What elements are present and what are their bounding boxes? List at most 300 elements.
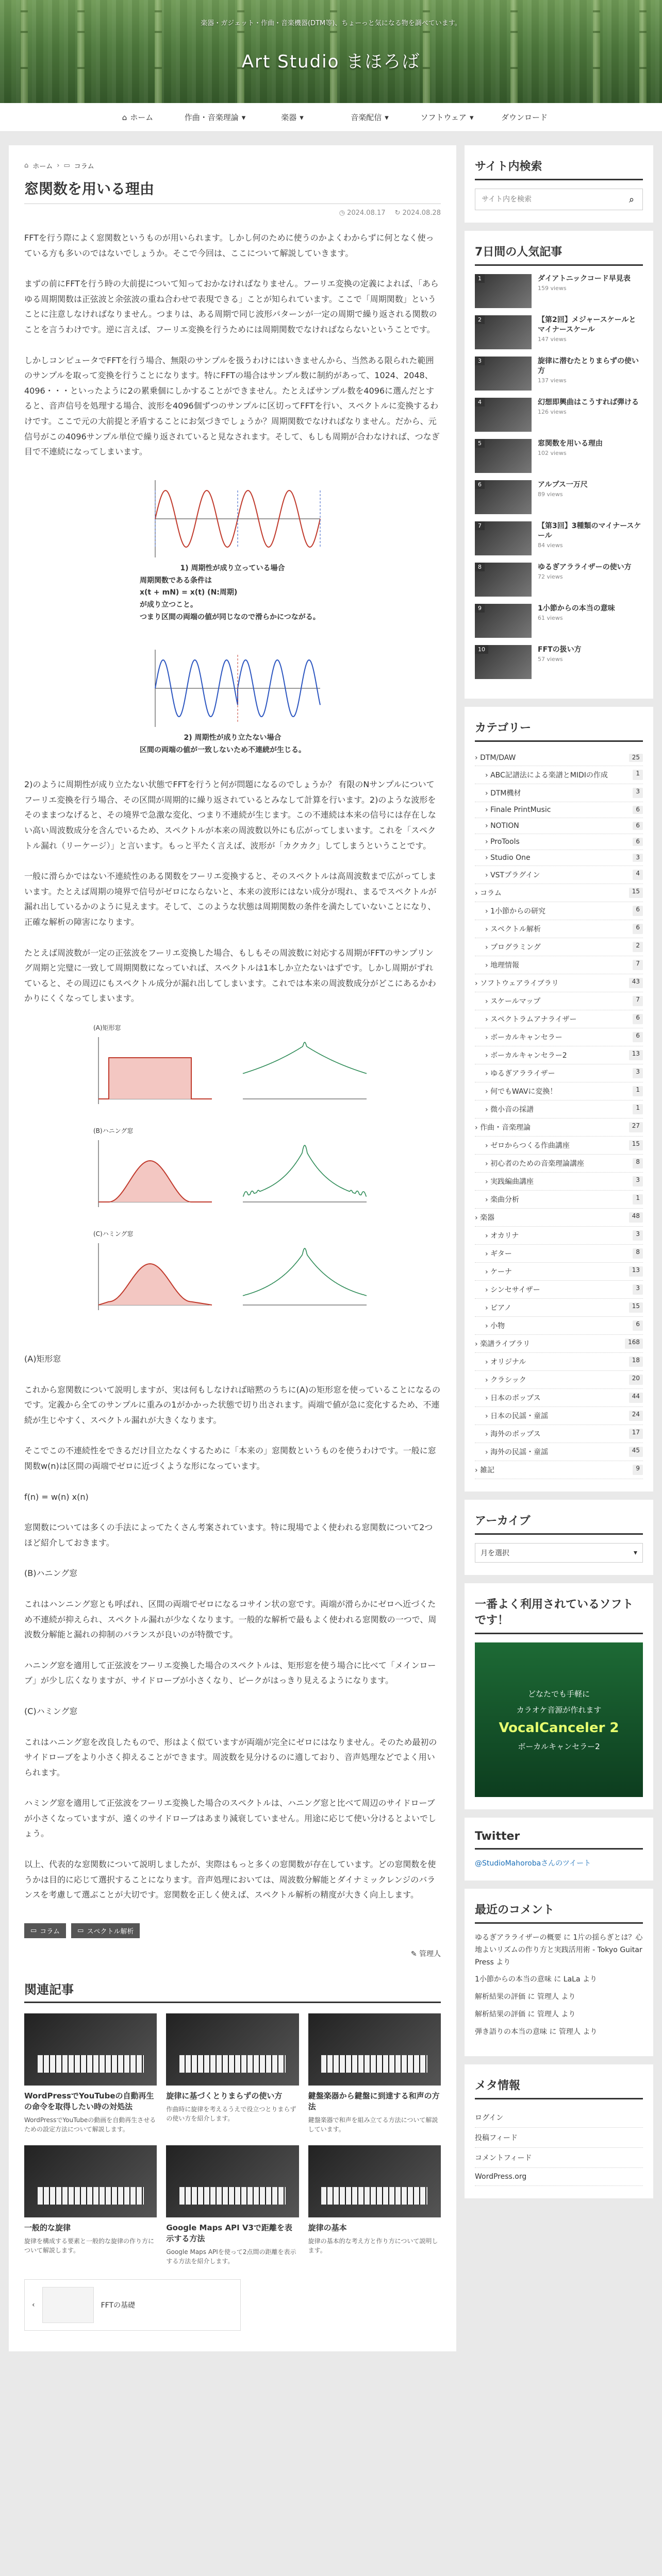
hamming-window: [98, 1264, 212, 1305]
popular-item[interactable]: [475, 439, 643, 473]
popular-item[interactable]: [475, 563, 643, 597]
category-link[interactable]: › Finale PrintMusic: [485, 806, 551, 814]
chevron-right-icon: ›: [475, 754, 481, 762]
post-dates: [24, 209, 441, 217]
category-item[interactable]: [475, 884, 643, 902]
chevron-right-icon: ›: [485, 1394, 491, 1402]
chevron-right-icon: ›: [485, 1196, 491, 1204]
chevron-right-icon: ›: [485, 1412, 491, 1420]
category-link[interactable]: › DTM機材: [485, 789, 521, 798]
category-link[interactable]: › ProTools: [485, 838, 520, 846]
folder-icon: ▭: [77, 1926, 84, 1935]
category-link[interactable]: › ピアノ: [485, 1304, 511, 1312]
category-item[interactable]: [475, 1191, 643, 1209]
popular-rank: 10: [475, 645, 488, 654]
chevron-right-icon: ›: [485, 1358, 491, 1366]
category-item[interactable]: [475, 1227, 643, 1245]
category-count: 8: [633, 1158, 643, 1168]
related-card-title: WordPressでYouTubeの自動再生の命令を取得したい時の対処法: [24, 2091, 154, 2111]
section-heading: (A)矩形窓: [24, 1354, 61, 1364]
category-item[interactable]: [475, 1335, 643, 1353]
site-title[interactable]: Art Studio まほろば: [241, 52, 421, 72]
category-item[interactable]: [475, 1155, 643, 1173]
category-item[interactable]: [475, 1046, 643, 1064]
category-link[interactable]: › スケールマップ: [485, 997, 541, 1006]
popular-item[interactable]: [475, 274, 643, 308]
tag-column[interactable]: ▭ コラム: [24, 1923, 66, 1938]
category-count: 13: [629, 1050, 643, 1060]
chevron-right-icon: ›: [485, 1052, 491, 1060]
category-count: 6: [633, 806, 643, 814]
site-header: [0, 0, 662, 103]
category-item[interactable]: [475, 1299, 643, 1317]
category-count: 1: [633, 1194, 643, 1205]
twitter-widget: [465, 1818, 653, 1880]
clock-icon: ◷: [339, 209, 345, 217]
breadcrumb-category[interactable]: コラム: [74, 163, 94, 171]
chevron-right-icon: ›: [485, 1015, 491, 1024]
meta-login[interactable]: ログイン: [475, 2113, 504, 2122]
chevron-right-icon: ›: [485, 943, 491, 952]
category-count: 3: [633, 1284, 643, 1295]
popular-views: 61 views: [538, 614, 563, 621]
author-link[interactable]: 管理人: [419, 1950, 441, 1958]
figure-window-functions: [88, 1022, 377, 1331]
archive-widget: [465, 1500, 653, 1575]
meta-comments-feed[interactable]: コメントフィード: [475, 2154, 532, 2162]
chevron-right-icon: ›: [485, 1448, 491, 1456]
category-item[interactable]: [475, 1082, 643, 1100]
related-title: 関連記事: [24, 1979, 441, 2003]
popular-title: 【第3回】3種類のマイナースケール: [538, 522, 641, 540]
category-item[interactable]: [475, 750, 643, 766]
widget-title: 一番よく利用されているソフトです！: [475, 1596, 643, 1634]
popular-item[interactable]: [475, 315, 643, 349]
published-date: 2024.08.17: [347, 209, 386, 217]
nav-software[interactable]: ソフトウェア ▾: [420, 112, 474, 122]
category-item[interactable]: [475, 1353, 643, 1371]
related-card[interactable]: [166, 2013, 299, 2134]
popular-rank: 4: [475, 398, 485, 406]
refresh-icon: ↻: [394, 209, 401, 217]
related-card-title: 旋律に基づくとりまらずの使い方: [166, 2091, 283, 2100]
widget-title: Twitter: [475, 1830, 643, 1850]
popular-item[interactable]: [475, 357, 643, 391]
section-heading: (C)ハミング窓: [24, 1706, 78, 1716]
category-item[interactable]: [475, 1209, 643, 1227]
figure-caption: x(t + mN) = x(t) (N:周期): [140, 588, 238, 597]
chevron-right-icon: ›: [485, 1304, 491, 1312]
popular-thumbnail: [475, 274, 532, 308]
category-count: 13: [629, 1266, 643, 1277]
category-count: 8: [633, 1248, 643, 1259]
chart-label: (B)ハニング窓: [93, 1127, 134, 1135]
chevron-right-icon: ›: [485, 1430, 491, 1438]
hamming-spectrum: [243, 1248, 367, 1296]
category-count: 20: [629, 1375, 643, 1385]
widget-title: 7日間の人気記事: [475, 243, 643, 266]
chevron-right-icon: ›: [485, 1376, 491, 1384]
chevron-down-icon: ▾: [385, 112, 389, 122]
category-count: 3: [633, 1068, 643, 1078]
widget-title: メタ情報: [475, 2077, 643, 2099]
category-link[interactable]: › 1小節からの研究: [485, 907, 545, 916]
hanning-spectrum: [243, 1145, 367, 1196]
category-item[interactable]: [475, 802, 643, 818]
popular-views: 147 views: [538, 335, 567, 343]
chevron-right-icon: ›: [475, 1340, 481, 1348]
widget-title: アーカイブ: [475, 1512, 643, 1535]
related-card-title: 旋律の基本: [308, 2223, 347, 2232]
category-link[interactable]: › NOTION: [485, 822, 519, 830]
category-item[interactable]: [475, 1407, 643, 1425]
popular-item[interactable]: [475, 521, 643, 555]
category-link[interactable]: › シンセサイザー: [485, 1286, 540, 1294]
software-widget: [465, 1583, 653, 1809]
comment-item[interactable]: 解析結果の評価 に 管理人 より: [475, 1993, 576, 2002]
category-item[interactable]: [475, 1263, 643, 1281]
category-link[interactable]: › オカリナ: [485, 1232, 519, 1240]
popular-title: 【第2回】メジャースケールとマイナースケール: [538, 316, 636, 334]
popular-title: 1小節からの本当の意味: [538, 604, 615, 613]
category-item[interactable]: [475, 866, 643, 884]
chevron-right-icon: ›: [475, 1214, 481, 1222]
twitter-link[interactable]: @StudioMahorobaさんのツイート: [475, 1859, 591, 1868]
popular-views: 89 views: [538, 490, 563, 498]
category-link[interactable]: › 雑記: [475, 1466, 495, 1475]
related-card[interactable]: [308, 2145, 441, 2266]
category-item[interactable]: [475, 1064, 643, 1082]
category-item[interactable]: [475, 902, 643, 920]
category-item[interactable]: [475, 1118, 643, 1137]
popular-thumbnail: [475, 480, 532, 514]
category-item[interactable]: [475, 834, 643, 850]
figure-caption: 1) 周期性が成り立っている場合: [180, 564, 285, 572]
category-item[interactable]: [475, 956, 643, 974]
chevron-right-icon: ›: [485, 1268, 491, 1276]
related-card-title: Google Maps API V3で距離を表示する方法: [166, 2223, 292, 2243]
category-count: 6: [633, 1320, 643, 1331]
category-count: 3: [633, 854, 643, 862]
widget-title: サイト内検索: [475, 158, 643, 180]
popular-views: 137 views: [538, 377, 567, 384]
comment-item[interactable]: 1小節からの本当の意味 に LaLa より: [475, 1975, 598, 1984]
paragraph: FFTを行う際によく窓関数というものが用いられます。しかし何のために使うのかよくわからずに何となく使っている方も多いのではないでしょうか。そこで今回は、ここについて解説していきます。: [24, 233, 434, 258]
search-box: [475, 189, 643, 210]
figure-caption: が成り立つこと。: [140, 601, 197, 609]
chevron-right-icon: ›: [475, 889, 481, 897]
comment-item[interactable]: 弾き語りの本当の意味 に 管理人 より: [475, 2027, 598, 2036]
popular-title: ダイアトニックコード早見表: [538, 275, 631, 283]
chevron-right-icon: ›: [485, 907, 491, 916]
paragraph: 窓関数については多くの手法によってたくさん考案されています。特に現場でよく使われる窓関数について2つほど紹介しておきます。: [24, 1522, 433, 1548]
meta-entries-feed[interactable]: 投稿フィード: [475, 2133, 518, 2142]
category-item[interactable]: [475, 1245, 643, 1263]
chevron-right-icon: ›: [485, 1160, 491, 1168]
category-count: 17: [629, 1429, 643, 1439]
category-link[interactable]: › オリジナル: [485, 1358, 526, 1366]
category-item[interactable]: [475, 1100, 643, 1118]
related-thumbnail: [24, 2145, 157, 2217]
popular-item[interactable]: [475, 480, 643, 514]
paragraph: これから窓関数について説明しますが、実は何もしなければ暗黙のうちに(A)の矩形窓を使っていることになるのです。定義から全てのサンプルに重みの1がかかった状態で切り出されます。両端で値が急に変化するため、不連続が生じやすく、スペクトル漏れが大きくなります。: [24, 1384, 441, 1425]
paragraph: まずの前にFFTを行う時の大前提について知っておかなければなりません。フーリエ変換の定義によれば、「あらゆる周期関数は正弦波と余弦波の重ね合わせで表現できる」ことが知られています。ここで「周期関数」ということに注意しなければなりません。つまりは、ある周期で同じ波形パターンが一定の周期で繰り返される関数のことを言うわけです。逆に言えば、フーリエ変換を行うためには周期関数でなければならないということです。: [24, 279, 439, 334]
related-card[interactable]: [24, 2013, 157, 2134]
category-link[interactable]: › 何でもWAVに変換！: [485, 1088, 557, 1096]
category-count: 15: [629, 1302, 643, 1313]
category-item[interactable]: [475, 818, 643, 834]
search-button[interactable]: [621, 189, 642, 210]
nav-instruments[interactable]: 楽器 ▾: [281, 112, 304, 122]
home-icon: ⌂: [122, 112, 127, 122]
widget-title: カテゴリー: [475, 719, 643, 742]
paragraph: ハミング窓を適用して正弦波をフーリエ変換した場合のスペクトルは、ハニング窓と比べて周辺のサイドローブが小さくなっていますが、遠くのサイドローブはあまり減衰していません。用途に応じて使い分けるとよいでしょう。: [24, 1798, 437, 1839]
paragraph: 2)のように周期性が成り立たない状態でFFTを行うと何が問題になるのでしょうか？ 有限のNサンプルについてフーリエ変換を行う場合、その区間が周期的に繰り返されているとみなして計算を行います。2)のような波形をそのままつなげると、その境界で急激な変化、つまり不連続が生じます。この不連続は本来の信号には存在しない高い周波数成分を含んでいるため、スペクトルが本来の周波数以外にも広がってしまいます。これを「スペクトル漏れ（リーケージ）」と言います。もっと平たく言えば、波形が「カクカク」してしまうということです。: [24, 779, 436, 851]
paragraph: 一般に滑らかではない不連続性のある関数をフーリエ変換すると、そのスペクトルは高周波数まで広がってしまいます。たとえば周期の境界で信号がゼロにならないと、本来の波形にはない成分が現れ、まるでスペクトルが漏れ出しているかのように見えます。そして、このような状態は周期関数の条件を満たしていないことになり、正確な解析の障害になります。: [24, 871, 437, 927]
category-link[interactable]: › プログラミング: [485, 943, 541, 952]
figure-caption: 区間の両端の値が一致しないため不連続が生じる。: [140, 745, 306, 754]
chevron-right-icon: ›: [475, 1124, 481, 1132]
related-card[interactable]: [24, 2145, 157, 2266]
category-count: 1: [633, 770, 643, 780]
category-item[interactable]: [475, 1317, 643, 1335]
category-link[interactable]: › ケーナ: [485, 1268, 512, 1276]
category-item[interactable]: [475, 992, 643, 1010]
chevron-right-icon: ›: [485, 838, 491, 846]
hanning-window: [98, 1161, 212, 1202]
category-count: 6: [633, 924, 643, 934]
site-tagline: 楽器・ガジェット・作曲・音楽機器(DTM等)、ちょーっと気になる物を調べています。: [201, 20, 461, 27]
category-link[interactable]: › ギター: [485, 1250, 512, 1258]
popular-thumbnail: [475, 563, 532, 597]
category-item[interactable]: [475, 1425, 643, 1443]
nav-composition[interactable]: 作曲・音楽理論 ▾: [184, 112, 246, 122]
category-link[interactable]: › 海外のポップス: [485, 1430, 541, 1438]
related-thumbnail: [166, 2145, 299, 2217]
home-icon: ⌂: [24, 162, 29, 170]
category-item[interactable]: [475, 974, 643, 992]
chevron-right-icon: ›: [485, 1286, 491, 1294]
category-link[interactable]: › 微小音の採譜: [485, 1106, 534, 1114]
related-thumbnail: [308, 2145, 441, 2217]
prev-post-thumbnail: [42, 2287, 94, 2323]
popular-thumbnail: [475, 521, 532, 555]
comments-widget: [465, 1889, 653, 2056]
popular-thumbnail: [475, 357, 532, 391]
breadcrumb-home[interactable]: ホーム: [32, 163, 53, 171]
category-link[interactable]: › 楽譜ライブラリ: [475, 1340, 531, 1348]
category-item[interactable]: [475, 784, 643, 802]
popular-item[interactable]: [475, 604, 643, 638]
category-widget: [465, 707, 653, 1492]
category-link[interactable]: › Studio One: [485, 854, 531, 862]
category-link[interactable]: › ボーカルキャンセラー2: [485, 1052, 567, 1060]
category-item[interactable]: [475, 1281, 643, 1299]
formula: f(n) = w(n) x(n): [24, 1492, 89, 1502]
paragraph: ハニング窓を適用して正弦波をフーリエ変換した場合のスペクトルは、矩形窓を使う場合に比べて「メインローブ」が少し広くなりますが、サイドローブが小さくなり、ピークがはっきり見えるようになります。: [24, 1660, 436, 1686]
category-count: 43: [629, 978, 643, 988]
category-item[interactable]: [475, 1137, 643, 1155]
popular-item[interactable]: [475, 645, 643, 679]
popular-rank: 5: [475, 439, 485, 448]
paragraph: しかしコンピュータでFFTを行う場合、無限のサンプルを扱うわけにはいきませんから、当然ある限られた範囲のサンプルを取って変換を行うことになります。特にFFTの場合はサンプル数に制約があって、1024、2048、4096・・・といったように2の累乗個にしかすることができません。たとえばサンプル数を4096に選んだとすると、音声信号を処理する場合、波形を4096個ずつのサンプルに区切ってFFTを行い、スペクトルに変換するわけです。ここで元の大前提と矛盾することにお気づきでしょうか？周期関数でなければなりません。だから、元信号がこの4096サンプル単位で繰り返されていると見なされます。そして、もしも周期が合わなければ、つなぎ目で不連続になってしまいます。: [24, 355, 440, 457]
popular-rank: 7: [475, 521, 485, 530]
pencil-icon: ✎: [410, 1950, 417, 1958]
category-item[interactable]: [475, 1028, 643, 1046]
category-link[interactable]: › スペクトル解析: [485, 925, 541, 934]
chevron-right-icon: ›: [485, 1033, 491, 1042]
figure-caption: つまり区間の両端の値が同じなので滑らかにつながる。: [140, 613, 320, 621]
popular-item[interactable]: [475, 398, 643, 432]
category-link[interactable]: › クラシック: [485, 1376, 526, 1384]
related-card[interactable]: [166, 2145, 299, 2266]
category-item[interactable]: [475, 850, 643, 866]
category-item[interactable]: [475, 1173, 643, 1191]
category-link[interactable]: › ソフトウェアライブラリ: [475, 979, 559, 988]
chart-label: (A)矩形窓: [93, 1024, 121, 1032]
paragraph: 以上、代表的な窓関数について説明しましたが、実際はもっと多くの窓関数が存在しています。どの窓関数を使うかは目的に応じて選択することになります。音声処理においては、周波数分解能とダイナミックレンジのバランスを考慮して選ぶことが大切です。窓関数を正しく使えば、スペクトル解析の精度が大きく向上します。: [24, 1859, 436, 1900]
category-count: 48: [629, 1212, 643, 1223]
category-link[interactable]: › 実践編曲講座: [485, 1178, 534, 1186]
popular-rank: 3: [475, 357, 485, 365]
related-thumbnail: [308, 2013, 441, 2086]
sidebar: [465, 145, 653, 2351]
chevron-right-icon: ›: [485, 1088, 491, 1096]
figure-caption: 周期関数である条件は: [140, 576, 212, 585]
category-count: 18: [629, 1357, 643, 1367]
popular-title: アルプス一万尺: [538, 481, 588, 489]
popular-widget: [465, 231, 653, 699]
category-link[interactable]: › スペクトラムアナライザー: [485, 1015, 577, 1024]
figure-periodic: [140, 475, 325, 624]
chevron-right-icon: ›: [485, 806, 491, 814]
meta-list: [475, 2108, 643, 2186]
category-link[interactable]: › ゆるぎアラライザー: [485, 1070, 555, 1078]
related-card[interactable]: [308, 2013, 441, 2134]
category-link[interactable]: › 楽曲分析: [485, 1196, 520, 1204]
popular-rank: 8: [475, 563, 485, 571]
category-count: 3: [633, 1230, 643, 1241]
category-link[interactable]: › VSTプラグイン: [485, 871, 540, 879]
chevron-right-icon: ›: [485, 1142, 491, 1150]
chevron-right-icon: ›: [485, 1178, 491, 1186]
popular-thumbnail: [475, 604, 532, 638]
category-count: 6: [633, 1032, 643, 1042]
category-link[interactable]: › 作曲・音楽理論: [475, 1124, 531, 1132]
popular-thumbnail: [475, 315, 532, 349]
chevron-left-icon: ‹: [32, 2300, 35, 2309]
popular-thumbnail: [475, 398, 532, 432]
category-link[interactable]: › ボーカルキャンセラー: [485, 1033, 562, 1042]
chevron-right-icon: ›: [485, 1322, 491, 1330]
chevron-right-icon: ›: [485, 822, 491, 830]
chevron-down-icon: ▾: [300, 112, 304, 122]
paragraph: これはハニング窓を改良したもので、形はよく似ていますが両端が完全にゼロにはなりません。そのため最初のサイドローブをより小さく抑えることができます。周波数を見分けるのに適しており、音声処理などでよく用いられます。: [24, 1737, 437, 1777]
chevron-right-icon: ›: [485, 925, 491, 934]
category-link[interactable]: › 日本のポップス: [485, 1394, 541, 1402]
category-count: 44: [629, 1393, 643, 1403]
category-item[interactable]: [475, 1461, 643, 1479]
popular-views: 102 views: [538, 449, 567, 456]
comment-item[interactable]: 解析結果の評価 に 管理人 より: [475, 2010, 576, 2019]
category-link[interactable]: › 初心者のための音楽理論講座: [485, 1160, 585, 1168]
popular-views: 72 views: [538, 573, 563, 580]
chevron-right-icon: ›: [485, 1106, 491, 1114]
chevron-right-icon: ›: [485, 1070, 491, 1078]
related-grid: [24, 2013, 441, 2266]
popular-thumbnail: [475, 439, 532, 473]
category-item[interactable]: [475, 1389, 643, 1407]
nonperiodic-wave-chart: [140, 645, 325, 732]
category-link[interactable]: › コラム: [475, 889, 502, 897]
popular-title: 幻想即興曲はこうすれば弾ける: [538, 398, 639, 406]
category-list: [475, 750, 643, 1479]
category-count: 1: [633, 1086, 643, 1096]
search-input[interactable]: [475, 189, 621, 210]
category-count: 1: [633, 1104, 643, 1114]
software-banner[interactable]: どなたでも手軽に カラオケ音源が作れます VocalCanceler 2 ボーカルキャンセラー2: [475, 1642, 643, 1797]
window-functions-chart: [88, 1022, 377, 1331]
popular-rank: 9: [475, 604, 485, 613]
category-count: 4: [633, 870, 643, 880]
nav-distribution[interactable]: 音楽配信 ▾: [351, 112, 389, 122]
category-link[interactable]: › ABC記譜法による楽譜とMIDIの作成: [485, 771, 608, 779]
category-count: 25: [629, 754, 643, 762]
category-item[interactable]: [475, 1010, 643, 1028]
category-link[interactable]: › DTM/DAW: [475, 754, 516, 762]
chevron-right-icon: ›: [485, 1250, 491, 1258]
chevron-right-icon: ›: [485, 854, 491, 862]
chevron-right-icon: ›: [57, 162, 60, 170]
popular-title: ゆるぎアラライザーの使い方: [538, 563, 632, 571]
meta-wordpress[interactable]: WordPress.org: [475, 2172, 527, 2181]
chart-label: (C)ハミング窓: [93, 1230, 134, 1238]
chevron-down-icon: ▾: [241, 112, 246, 122]
folder-icon: ▭: [30, 1926, 37, 1935]
popular-rank: 1: [475, 274, 485, 283]
nav-download[interactable]: ダウンロード: [501, 113, 548, 122]
category-item[interactable]: [475, 938, 643, 956]
rect-spectrum: [243, 1042, 367, 1074]
author: [24, 1948, 441, 1959]
category-item[interactable]: [475, 1371, 643, 1389]
category-item[interactable]: [475, 1443, 643, 1461]
prev-post-link[interactable]: [24, 2279, 241, 2331]
global-nav: [0, 103, 662, 132]
folder-icon: ▭: [63, 162, 70, 170]
comment-item[interactable]: ゆるぎアラライザーの概要 に 1片の揺らぎとは？心地よいリズムの作り方と実践活用術 - Tokyo Guitar Press より: [475, 1934, 643, 1967]
archive-select[interactable]: 月を選択 ▾: [475, 1543, 643, 1563]
rect-window: [98, 1058, 212, 1099]
category-link[interactable]: › ゼロからつくる作曲講座: [485, 1142, 570, 1150]
category-link[interactable]: › 小物: [485, 1322, 505, 1330]
category-item[interactable]: [475, 920, 643, 938]
paragraph: たとえば周波数が一定の正弦波をフーリエ変換した場合、もしもその周波数に対応する周期がFFTのサンプリング周期と完璧に一致して周期関数になっていれば、スペクトルは1本しか立たないはずです。しかし周期がずれていると、その周辺にもスペクトル成分が漏れ出してしまいます。これでは本来の周波数成分がどこにあるかわかりにくくなってしまいます。: [24, 947, 436, 1004]
category-item[interactable]: [475, 766, 643, 784]
popular-views: 126 views: [538, 408, 567, 415]
chevron-right-icon: ›: [475, 979, 481, 988]
breadcrumb: [24, 161, 441, 171]
category-link[interactable]: › 楽器: [475, 1214, 495, 1222]
category-link[interactable]: › 日本の民謡・童謡: [485, 1412, 549, 1420]
tag-spectrum[interactable]: ▭ スペクトル解析: [71, 1923, 140, 1938]
widget-title: 最近のコメント: [475, 1901, 643, 1924]
related-thumbnail: [24, 2013, 157, 2086]
category-count: 3: [633, 1176, 643, 1187]
category-link[interactable]: › 海外の民謡・童謡: [485, 1448, 549, 1456]
nav-home[interactable]: ⌂ ホーム: [122, 112, 154, 122]
category-link[interactable]: › 地理情報: [485, 961, 520, 970]
